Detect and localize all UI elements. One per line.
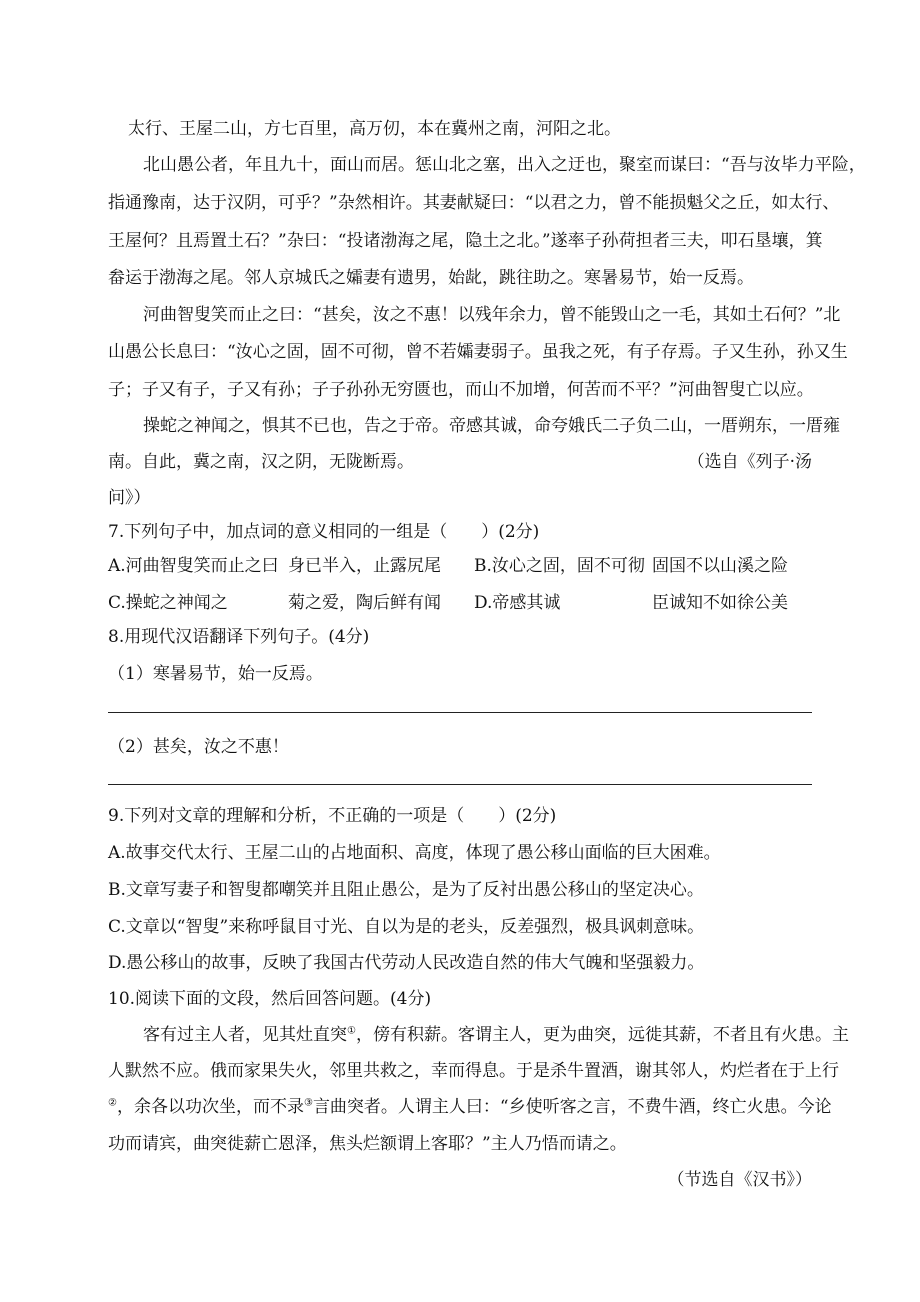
q10-source: （节选自《汉书》） [667, 1170, 812, 1190]
q8-sentence-1: （1）寒暑易节，始一反焉。 [108, 664, 323, 684]
passage-source-part1: （选自《列子·汤 [687, 452, 812, 472]
passage-para-3-line-3: 子；子又有子，子又有孙；子子孙孙无穷匮也，而山不加增，何苦而不平？”河曲智叟亡以应。 [108, 380, 814, 400]
q10-stem: 10.阅读下面的文段，然后回答问题。(4分) [108, 989, 432, 1009]
q7-option-d: D.帝感其诚 [474, 593, 561, 613]
q10-passage-line-2: 人默然不应。俄而家果失火，邻里共救之，幸而得息。于是杀牛置酒，谢其邻人，灼烂者在于上行 [108, 1061, 839, 1081]
passage-para-2-line-3: 王屋何？且焉置土石？”杂曰：“投诸渤海之尾，隐土之北。”遂率子孙荷担者三夫，叩石垦壤，箕 [108, 231, 823, 251]
passage-para-4-line-2 [108, 452, 812, 472]
q8-stem: 8.用现代汉语翻译下列句子。(4分) [108, 627, 370, 647]
footnote-marker-2: ② [108, 1097, 117, 1109]
q7-option-a-pair: 身已半入，止露尻尾 [288, 556, 441, 576]
q9-option-d: D.愚公移山的故事，反映了我国古代劳动人民改造自然的伟大气魄和坚强毅力。 [108, 953, 705, 973]
q7-option-b: B.汝心之固，固不可彻 [474, 556, 645, 576]
q8-answer-line-2[interactable] [108, 784, 812, 785]
q7-option-d-pair: 臣诚知不如徐公美 [652, 593, 788, 613]
q8-sentence-2: （2）甚矣，汝之不惠！ [108, 737, 289, 757]
passage-para-3-line-1: 河曲智叟笑而止之曰：“甚矣，汝之不惠！以残年余力，曾不能毁山之一毛，其如土石何？”北 [143, 305, 841, 325]
q8-answer-line-1[interactable] [108, 712, 812, 713]
q9-option-a: A.故事交代太行、王屋二山的占地面积、高度，体现了愚公移山面临的巨大困难。 [108, 843, 721, 863]
footnote-marker-3: ③ [303, 1097, 313, 1109]
q10-passage-line-3: ②，余各以功次坐，而不录③言曲突者。人谓主人曰：“乡使听客之言，不费牛酒，终亡火患。今论 [108, 1097, 832, 1117]
passage-para-4-line-1: 操蛇之神闻之，惧其不已也，告之于帝。帝感其诚，命夸娥氏二子负二山，一厝朔东，一厝雍 [143, 416, 840, 436]
q7-option-b-pair: 固国不以山溪之险 [652, 556, 788, 576]
q10-passage-line-4: 功而请宾，曲突徙薪亡恩泽，焦头烂额谓上客耶？”主人乃悟而请之。 [108, 1134, 627, 1154]
q7-option-c: C.操蛇之神闻之 [108, 593, 228, 613]
footnote-marker-1: ① [347, 1025, 356, 1037]
passage-source-part2: 问》） [108, 488, 151, 508]
q7-option-a: A.河曲智叟笑而止之曰 [108, 556, 279, 576]
q7-stem: 7.下列句子中，加点词的意义相同的一组是（ ）(2分) [108, 522, 540, 542]
q9-option-c: C.文章以“智叟”来称呼鼠目寸光、自以为是的老头，反差强烈，极具讽刺意味。 [108, 917, 705, 937]
passage-para-1: 太行、王屋二山，方七百里，高万仞，本在冀州之南，河阳之北。 [128, 119, 621, 139]
q9-stem: 9.下列对文章的理解和分析，不正确的一项是（ ）(2分) [108, 806, 557, 826]
passage-para-3-line-2: 山愚公长息曰：“汝心之固，固不可彻，曾不若孀妻弱子。虽我之死，有子存焉。子又生孙，孙又生 [108, 342, 848, 362]
passage-para-2-line-4: 畚运于渤海之尾。邻人京城氏之孀妻有遗男，始龀，跳往助之。寒暑易节，始一反焉。 [108, 268, 754, 288]
passage-para-2-line-1: 北山愚公者，年且九十，面山而居。惩山北之塞，出入之迂也，聚室而谋曰：“吾与汝毕力平险， [143, 155, 866, 175]
passage-para-2-line-2: 指通豫南，达于汉阴，可乎？”杂然相许。其妻献疑曰：“以君之力，曾不能损魁父之丘，如太行、 [108, 193, 840, 213]
q10-passage-line-1: 客有过主人者，见其灶直突①，傍有积薪。客谓主人，更为曲突，远徙其薪，不者且有火患。主 [143, 1025, 849, 1045]
q7-option-c-pair: 菊之爱，陶后鲜有闻 [288, 593, 441, 613]
passage-para-4-text: 南。自此，冀之南，汉之阴，无陇断焉。 [108, 452, 414, 472]
q9-option-b: B.文章写妻子和智叟都嘲笑并且阻止愚公，是为了反衬出愚公移山的坚定决心。 [108, 880, 704, 900]
